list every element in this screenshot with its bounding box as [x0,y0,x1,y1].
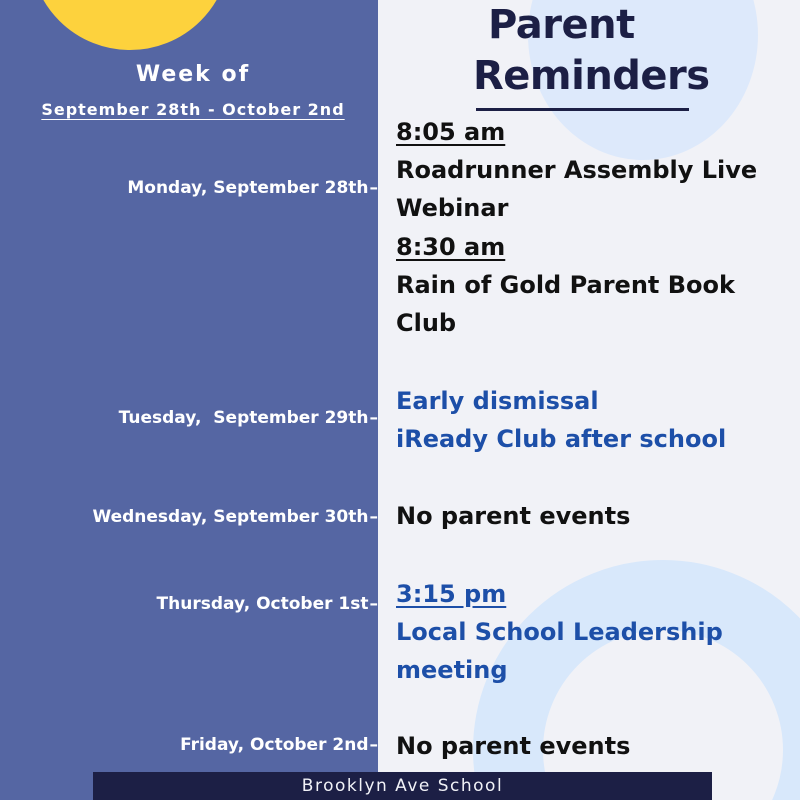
day-label-thursday: Thursday, October 1st – [157,594,378,614]
yellow-ring-decoration [30,0,230,50]
footer-school-name: Brooklyn Ave School [93,772,712,800]
day-label-friday: Friday, October 2nd – [180,735,378,755]
day-label-tuesday: Tuesday, September 29th – [119,408,378,428]
tuesday-event-line-1: Early dismissal [396,387,599,415]
title-underline [476,108,689,111]
monday-event-1-line-1: Roadrunner Assembly Live [396,156,758,184]
monday-time-2: 8:30 am [396,233,506,261]
thursday-time: 3:15 pm [396,580,507,608]
left-panel [0,0,378,800]
title-parent: Parent [488,2,635,48]
monday-event-1-line-2: Webinar [396,194,509,222]
thursday-event-line-2: meeting [396,656,508,684]
right-panel [378,0,800,800]
day-label-wednesday: Wednesday, September 30th – [92,507,378,527]
friday-event: No parent events [396,732,631,760]
monday-event-2-line-2: Club [396,309,457,337]
wednesday-event: No parent events [396,502,631,530]
week-date-range: September 28th - October 2nd [41,100,345,119]
title-reminders: Reminders [473,53,710,99]
day-label-monday: Monday, September 28th – [127,178,378,198]
tuesday-event-line-2: iReady Club after school [396,425,727,453]
thursday-event-line-1: Local School Leadership [396,618,723,646]
monday-time-1: 8:05 am [396,118,506,146]
monday-event-2-line-1: Rain of Gold Parent Book [396,271,735,299]
week-of-label: Week of [135,62,251,87]
